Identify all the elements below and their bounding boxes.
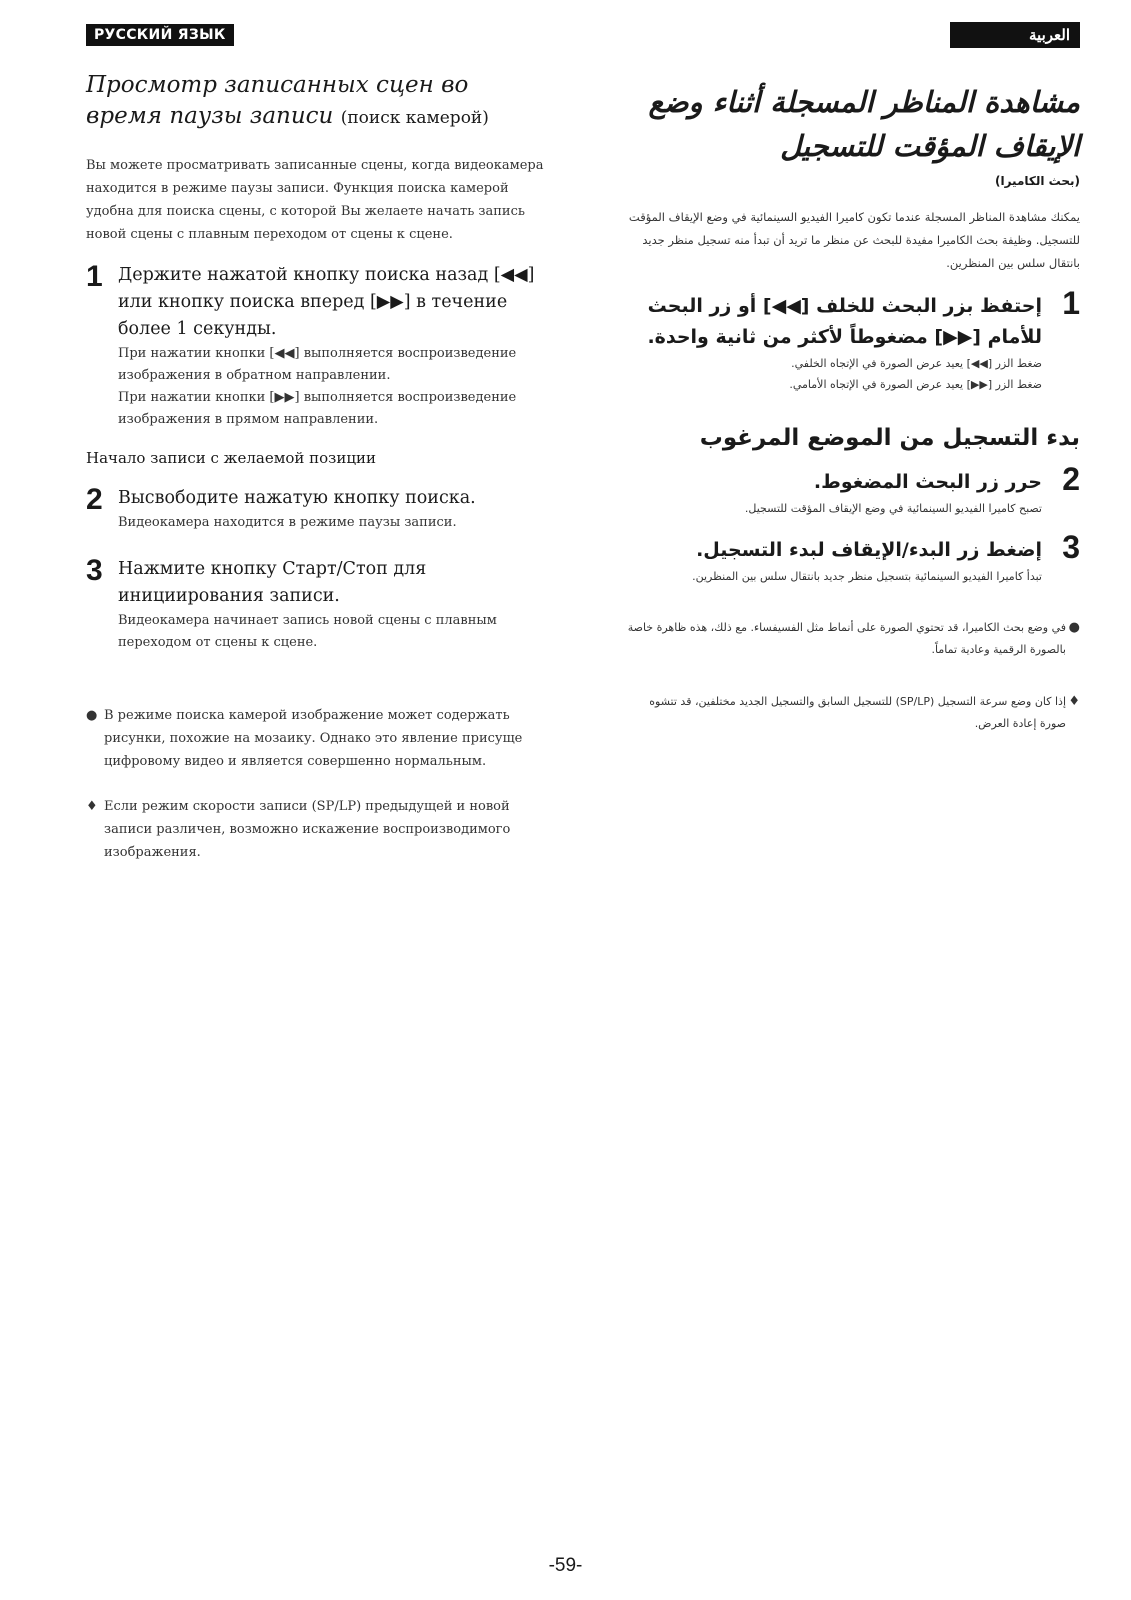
page-title-russian xyxy=(86,70,546,134)
step-note: ضغط الزر [◀◀] يعيد عرض الصورة في الإتجاه الخلفي. xyxy=(791,357,1042,370)
step-2-arabic xyxy=(622,461,1080,519)
step-1-arabic xyxy=(622,285,1080,395)
intro-paragraph: Вы можете просматривать записанные сцены, когда видеокамера находится в режиме паузы записи. Функция поиска камерой удобна для поиска сцены, с которой Вы желаете начать запись новой сцены с плавным переходом от сцены к сцене. xyxy=(86,158,544,242)
note-text: В режиме поиска камерой изображение может содержать рисунки, похожие на мозаику. Однако это явление присуще цифровому видео и является совершенно нормальным. xyxy=(104,708,523,769)
step-number: 3 xyxy=(1062,529,1080,565)
note-text: Если режим скорости записи (SP/LP) предыдущей и новой записи различен, возможно искажение воспроизводимого изображения. xyxy=(104,799,511,860)
step-note: При нажатии кнопки [▶▶] выполняется воспроизведение изображения в прямом направлении. xyxy=(118,390,517,427)
language-label-russian: РУССКИЙ ЯЗЫК xyxy=(86,24,234,46)
russian-column xyxy=(86,24,546,864)
step-title: Держите нажатой кнопку поиска назад [◀◀] или кнопку поиска вперед [▶▶] в течение более 1 секунды. xyxy=(118,265,535,339)
note-text: في وضع بحث الكاميرا، قد تحتوي الصورة على أنماط مثل الفسيفساء. مع ذلك، هذه ظاهرة خاصة بالصورة الرقمية وعادية تماماً. xyxy=(627,621,1066,656)
step-number: 1 xyxy=(86,260,103,293)
title-subtitle-arabic: (بحث الكاميرا) xyxy=(994,174,1080,188)
step-note: تصبح كاميرا الفيديو السينمائية في وضع الإيقاف المؤقت للتسجيل. xyxy=(744,502,1042,515)
step-number: 3 xyxy=(86,554,103,587)
step-title: Нажмите кнопку Старт/Стоп для инициирования записи. xyxy=(118,559,427,606)
step-note: Видеокамера начинает запись новой сцены с плавным переходом от сцены к сцене. xyxy=(118,613,497,650)
note-text: إذا كان وضع سرعة التسجيل (SP/LP) للتسجيل السابق والتسجيل الجديد مختلفين، قد تتشوه صورة إعادة العرض. xyxy=(649,695,1066,730)
title-text: Просмотр записанных сцен во время паузы записи xyxy=(86,72,469,129)
title-subtitle: (поиск камерой) xyxy=(340,108,489,128)
note-sp-lp-arabic xyxy=(622,691,1080,735)
step-number: 2 xyxy=(86,483,103,516)
diamond-icon: ♦ xyxy=(86,799,98,814)
diamond-icon: ♦ xyxy=(1068,694,1080,709)
page-number: -59- xyxy=(548,1555,583,1576)
step-number: 2 xyxy=(1062,461,1080,497)
note-sp-lp xyxy=(86,795,546,864)
page-title-arabic: مشاهدة المناظر المسجلة أثناء وضع الإيقاف المؤقت للتسجيل xyxy=(648,85,1080,163)
step-3 xyxy=(86,556,546,654)
arabic-column xyxy=(622,22,1080,735)
bullet-icon: ● xyxy=(1068,620,1080,635)
section-subheading: Начало записи с желаемой позиции xyxy=(86,449,377,467)
bullet-icon: ● xyxy=(86,708,98,723)
step-note: تبدأ كاميرا الفيديو السينمائية بتسجيل منظر جديد بانتقال سلس بين المنظرين. xyxy=(692,570,1042,583)
section-subheading-arabic: بدء التسجيل من الموضع المرغوب xyxy=(699,425,1080,451)
step-note: ضغط الزر [▶▶] يعيد عرض الصورة في الإتجاه الأمامي. xyxy=(789,378,1042,391)
step-note: Видеокамера находится в режиме паузы записи. xyxy=(118,515,457,530)
step-1 xyxy=(86,262,546,431)
step-3-arabic xyxy=(622,529,1080,587)
step-note: При нажатии кнопки [◀◀] выполняется воспроизведение изображения в обратном направлении. xyxy=(118,346,517,383)
intro-paragraph-arabic: يمكنك مشاهدة المناظر المسجلة عندما تكون كاميرا الفيديو السينمائية في وضع الإيقاف المؤقت للتسجيل. وظيفة بحث الكاميرا مفيدة للبحث عن منظر ما تريد أن تبدأ منه تسجيل منظر جديد بانتقال سلس بين المنظرين. xyxy=(628,210,1080,270)
step-title: إضغط زر البدء/الإيقاف لبدء التسجيل. xyxy=(696,539,1042,561)
step-title: حرر زر البحث المضغوط. xyxy=(813,471,1042,493)
note-mosaic-arabic xyxy=(622,617,1080,661)
step-title: Высвободите нажатую кнопку поиска. xyxy=(118,488,476,508)
step-2 xyxy=(86,485,546,534)
note-mosaic xyxy=(86,704,546,773)
step-number: 1 xyxy=(1062,285,1080,321)
language-label-arabic: العربية xyxy=(950,22,1080,48)
step-title: إحتفظ بزر البحث للخلف [◀◀] أو زر البحث للأمام [▶▶] مضغوطاً لأكثر من ثانية واحدة. xyxy=(647,295,1042,348)
